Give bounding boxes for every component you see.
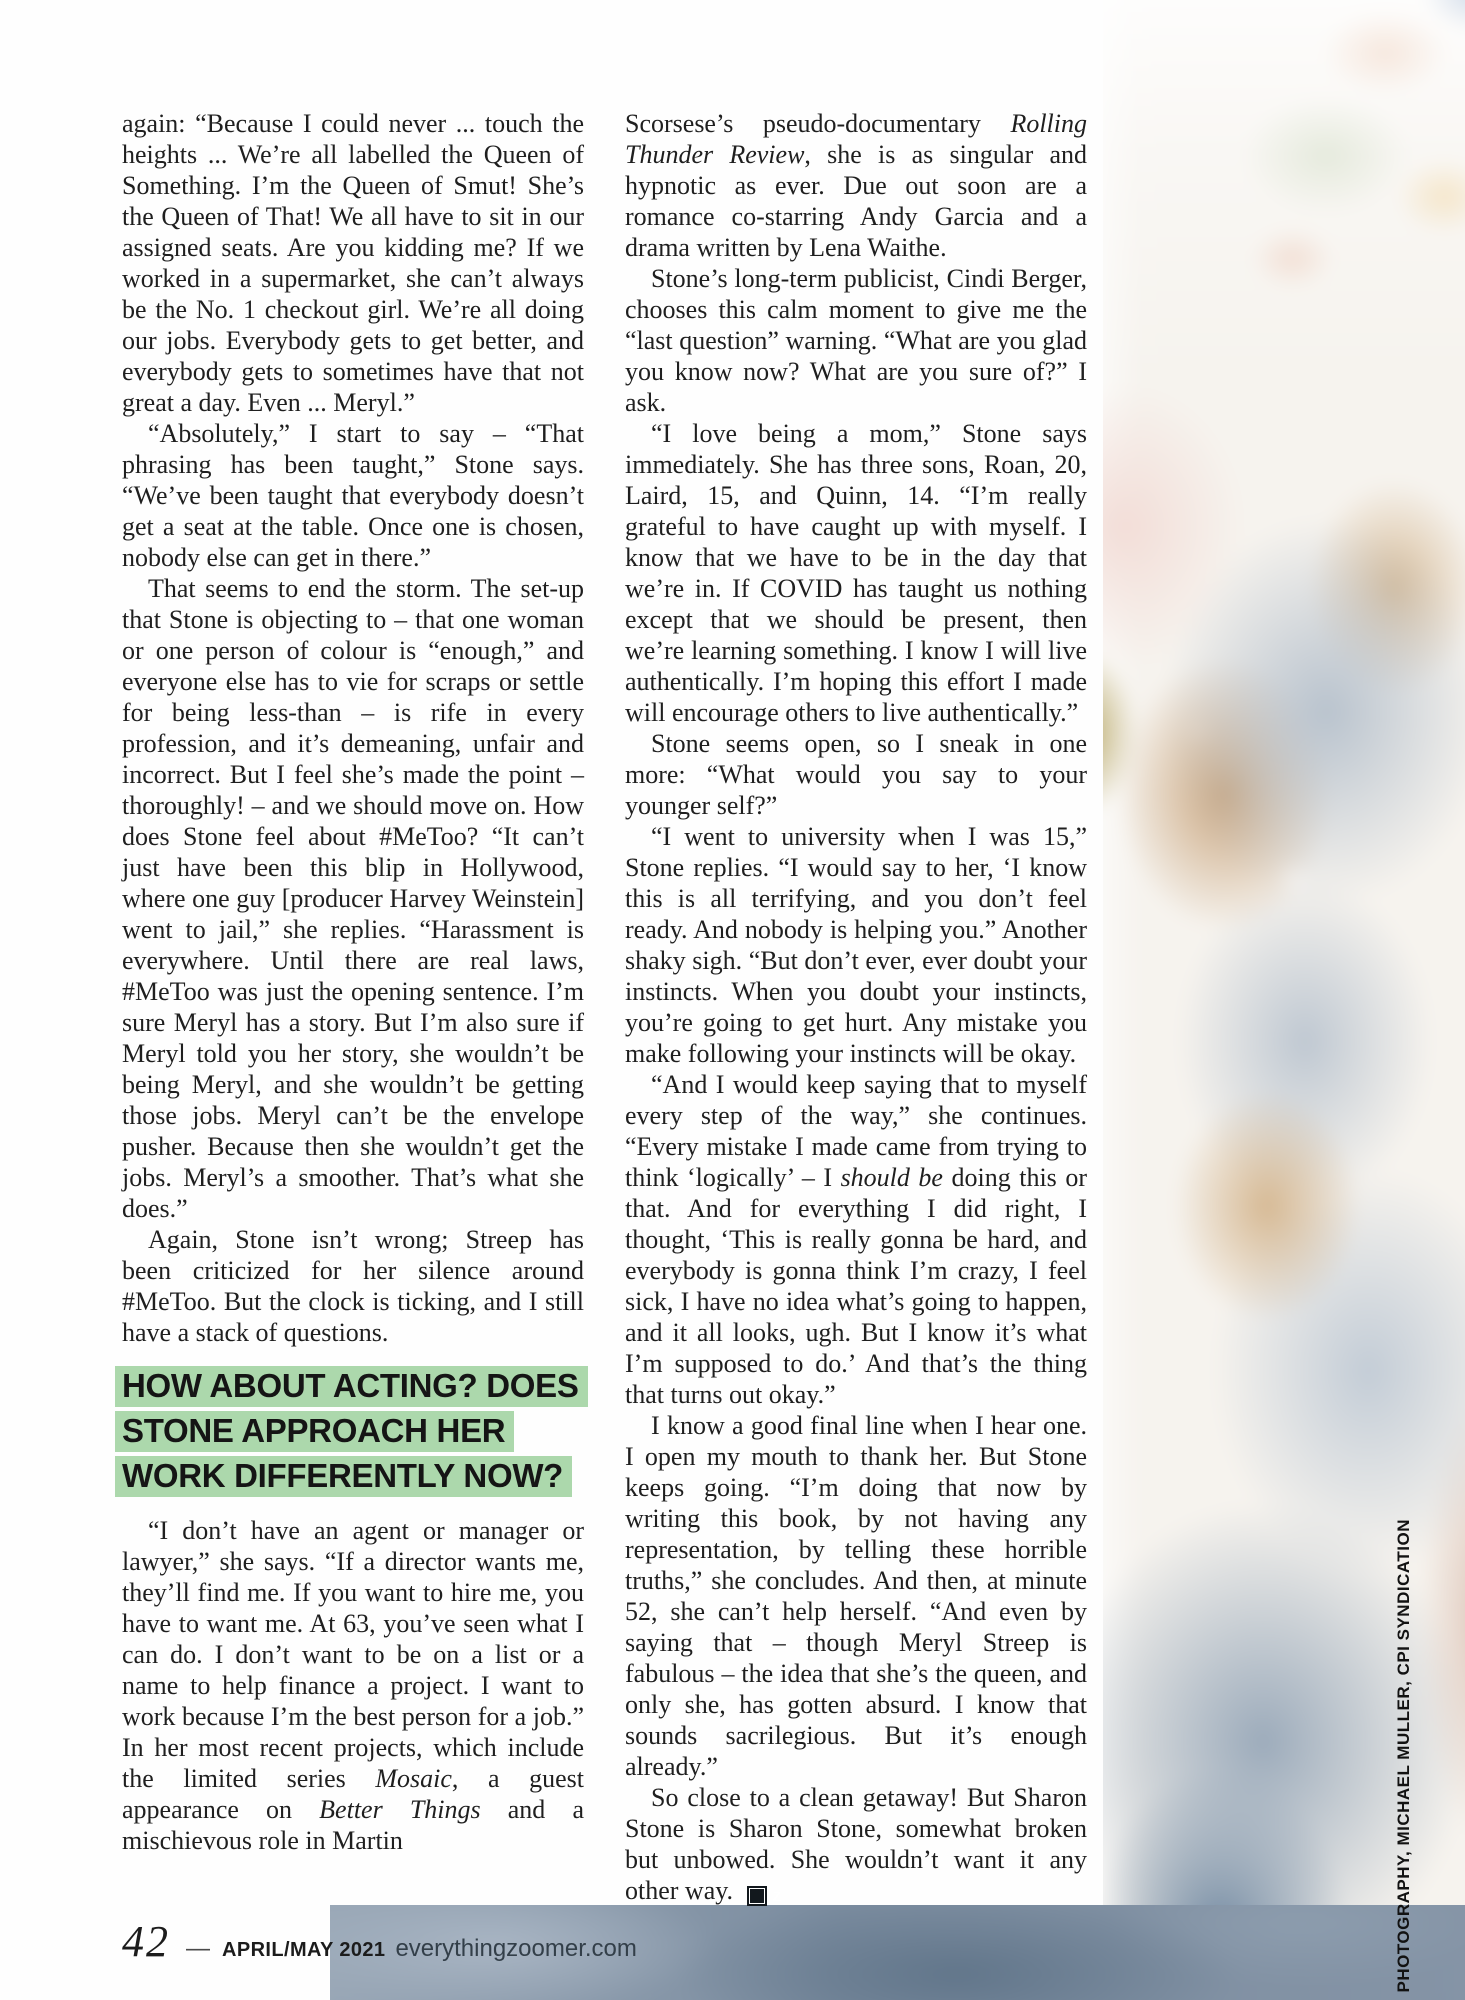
paragraph: “I went to university when I was 15,” Stone replies. “I would say to her, ‘I know this is all terrifying, and you don’t feel ready. And nobody is helping you.” Another shaky sigh. “But don’t ever, ever doubt your instincts. When you doubt your instincts, you’re going to get hurt. Any mistake you make following your instincts will be okay. [625, 822, 1087, 1068]
paragraph: “And I would keep saying that to myself every step of the way,” she continues. “Every mistake I made came from trying to think ‘logically’ – I should be doing this or that. And for everything I did right, I thought, ‘This is really gonna be hard, and everybody is gonna think I’m crazy, I feel sick, I have no idea what’s going to happen, and it all looks, ugh. But I know it’s what I’m supposed to do.’ And that’s the thing that turns out okay.” [625, 1070, 1087, 1409]
page-number: 42 [122, 1917, 170, 1966]
paragraph: again: “Because I could never ... touch the heights ... We’re all labelled the Queen of Something. I’m the Queen of Smut! She’s the Queen of That! We all have to sit in our assigned seats. Are you kidding me? If we worked in a supermarket, she can’t always be the No. 1 checkout girl. We’re all doing our jobs. Everybody gets to get better, and everybody gets to sometimes have that not great a day. Even ... Meryl.” [122, 109, 584, 417]
paragraph: That seems to end the storm. The set-up that Stone is objecting to – that one woman or one person of colour is “enough,” and everyone else has to vie for scraps or settle for being less-than – is rife in every profession, and it’s demeaning, unfair and incorrect. But I feel she’s made the point – thoroughly! – and we should move on. How does Stone feel about #MeToo? “It can’t just have been this blip in Hollywood, where one guy [producer Harvey Weinstein] went to jail,” she replies. “Harassment is everywhere. Until there are real laws, #MeToo was just the opening sentence. I’m sure Meryl has a story. But I’m also sure if Meryl told you her story, she wouldn’t be being Meryl, and she wouldn’t be getting those jobs. Meryl can’t be the envelope pusher. Because then she wouldn’t get the jobs. Meryl’s a smoother. That’s what she does.” [122, 574, 584, 1223]
italic-title: should be [840, 1163, 943, 1192]
footer-dash: — [186, 1935, 210, 1962]
photo-credit: PHOTOGRAPHY, MICHAEL MULLER, CPI SYNDICATION [1394, 1518, 1413, 1992]
paragraph: So close to a clean getaway! But Sharon Stone is Sharon Stone, somewhat broken but unbowed. She wouldn’t want it any other way. Z [625, 1783, 1087, 1905]
article-column-left [122, 108, 584, 1856]
paragraph: “I love being a mom,” Stone says immediately. She has three sons, Roan, 20, Laird, 15, and Quinn, 14. “I’m really grateful to have caught up with myself. I know that we have to be in the day that we’re in. If COVID has taught us nothing except that we should be present, then we’re learning something. I know I will live authentically. I’m hoping this effort I made will encourage others to live authentically.” [625, 419, 1087, 727]
italic-title: Better Things [319, 1795, 481, 1824]
website-url: everythingzoomer.com [395, 1935, 637, 1962]
paragraph: “I don’t have an agent or manager or lawyer,” she says. “If a director wants me, they’ll find me. If you want to hire me, you have to want me. At 63, you’ve seen what I can do. I don’t want to be on a list or a name to help finance a project. I want to work because I’m the best person for a job.” In her most recent projects, which include the limited series Mosaic, a guest appearance on Better Things and a mischievous role in Martin [122, 1516, 585, 1855]
paragraph: “Absolutely,” I start to say – “That phrasing has been taught,” Stone says. “We’ve been taught that everybody doesn’t get a seat at the table. Once one is chosen, nobody else can get in there.” [122, 419, 584, 572]
heading-line: HOW ABOUT ACTING? DOES [115, 1366, 588, 1407]
article-column-right [625, 108, 1087, 1906]
paragraph: Again, Stone isn’t wrong; Streep has been criticized for her silence around #MeToo. But the clock is ticking, and I still have a stack of questions. [122, 1225, 584, 1347]
heading-line: WORK DIFFERENTLY NOW? [115, 1456, 572, 1497]
paragraph: I know a good final line when I hear one. I open my mouth to thank her. But Stone keeps going. “I’m doing that now by writing this book, by not having any representation, by telling these horrible truths,” she concludes. And then, at minute 52, she can’t help herself. “And even by saying that – though Meryl Streep is fabulous – the idea that she’s the queen, and only she, has gotten absurd. I know that sounds sacrilegious. But it’s enough already.” [625, 1411, 1087, 1781]
paragraph: Stone seems open, so I sneak in one more: “What would you say to your younger self?” [625, 729, 1087, 820]
italic-title: Rolling Thunder Review [625, 109, 1087, 169]
zoomer-end-mark-icon: Z [747, 1886, 767, 1906]
paragraph: Scorsese’s pseudo-documentary Rolling Thunder Review, she is as singular and hypnotic as ever. Due out soon are a romance co-starring Andy Garcia and a drama written by Lena Waithe. [625, 109, 1088, 262]
page-footer [122, 1916, 637, 1967]
section-heading [115, 1366, 584, 1501]
heading-line: STONE APPROACH HER [115, 1411, 514, 1452]
paragraph: Stone’s long-term publicist, Cindi Berger, chooses this calm moment to give me the “last question” warning. “What are you glad you know now? What are you sure of?” I ask. [625, 264, 1087, 417]
italic-title: Mosaic [375, 1764, 452, 1793]
issue-date: APRIL/MAY 2021 [222, 1939, 386, 1961]
